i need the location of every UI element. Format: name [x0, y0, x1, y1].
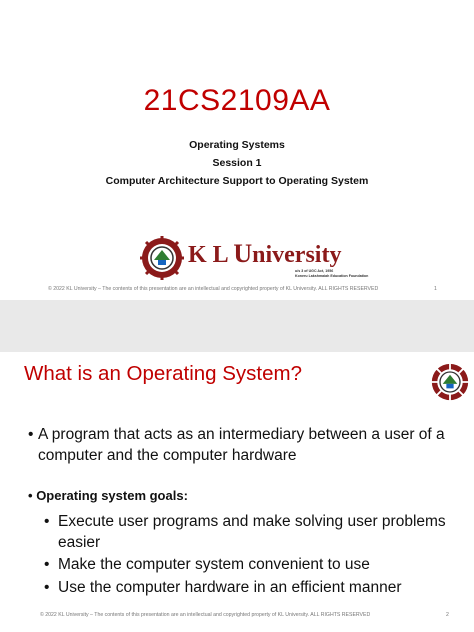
goals-list [44, 512, 454, 600]
page-number: 2 [446, 612, 449, 618]
slide-2 [0, 352, 474, 632]
course-code-title: 21CS2109AA [143, 84, 331, 117]
goal-text: Make the computer system convenient to use [58, 556, 370, 573]
university-name: K L University [188, 239, 342, 268]
university-tagline: u/s 3 of UGC Act, 1956 Koneru Lakshmaiah Education Foundation [295, 269, 369, 278]
kl-university-seal-icon [140, 236, 184, 280]
page-number: 1 [434, 286, 437, 292]
bullet-dot: • [44, 513, 50, 530]
kl-university-logo [140, 236, 369, 282]
bullet-definition [28, 424, 458, 466]
goal-text: Use the computer hardware in an efficient manner [58, 578, 402, 596]
session-line: Session 1 [212, 157, 262, 169]
bullet-definition-text: A program that acts as an intermediary between a user of a computer and the computer hardware [38, 426, 445, 464]
topic-line: Computer Architecture Support to Operating System [105, 175, 369, 187]
copyright-footer: © 2022 KL University – The contents of this presentation are an intellectual and copyrighted property of KL University. ALL RIGHTS RESERVED [48, 286, 379, 292]
list-item [44, 512, 454, 553]
copyright-footer: © 2022 KL University – The contents of this presentation are an intellectual and copyrighted property of KL University. ALL RIGHTS RESERVED [40, 612, 371, 618]
bullet-dot: • [44, 556, 50, 573]
bullet-dot: • [28, 426, 34, 443]
subject-line: Operating Systems [189, 139, 285, 151]
kl-university-seal-icon [430, 362, 470, 402]
goals-heading-text: Operating system goals: [36, 488, 188, 503]
bullet-dot: • [28, 488, 33, 503]
goal-text: Execute user programs and make solving user problems easier [58, 513, 446, 551]
bullet-dot: • [44, 578, 50, 596]
list-item [44, 555, 454, 576]
list-item [44, 578, 454, 599]
slide-title: What is an Operating System? [24, 362, 303, 385]
slide-1 [0, 0, 474, 300]
bullet-goals-heading [28, 488, 188, 503]
